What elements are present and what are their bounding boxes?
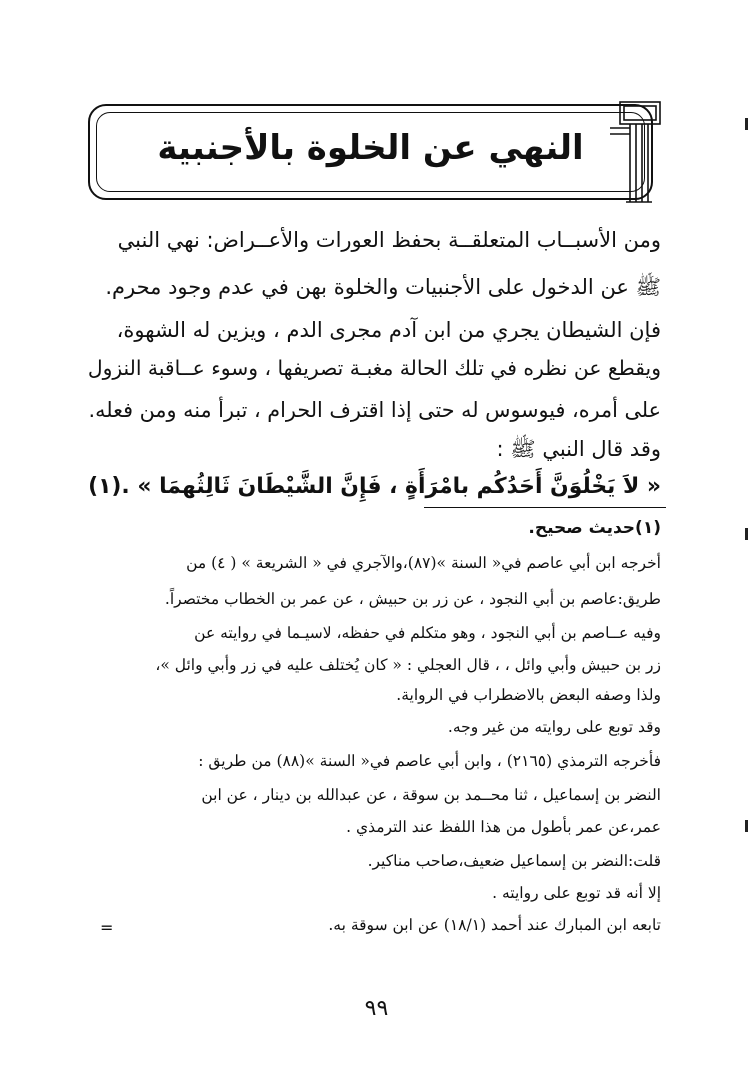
scan-edge-mark <box>745 528 748 540</box>
footnote-line-12: تابعه ابن المبارك عند أحمد (١٨/١) عن ابن سوقة به. <box>328 916 661 934</box>
body-line-4: ويقطع عن نظره في تلك الحالة مغبـة تصريفها ، وسوء عــاقبة النزول <box>87 356 661 380</box>
title-frame <box>88 104 653 200</box>
continuation-mark: = <box>100 918 114 937</box>
body-line-1: ومن الأسبــاب المتعلقــة بحفظ العورات والأعــراض: نهي النبي <box>117 228 661 252</box>
footnote-line-8: النضر بن إسماعيل ، ثنا محــمد بن سوقة ، عن عبدالله بن دينار ، عن ابن <box>201 786 661 804</box>
footnote-line-9: عمر،عن عمر بأطول من هذا اللفظ عند الترمذي . <box>346 818 661 836</box>
scan-edge-mark <box>745 118 748 130</box>
footnote-line-7: فأخرجه الترمذي (٢١٦٥) ، وابن أبي عاصم في« السنة »(٨٨) من طريق : <box>198 752 661 770</box>
body-line-5: على أمره، فيوسوس له حتى إذا اقترف الحرام ، تبرأ منه ومن فعله. <box>88 398 661 422</box>
footnote-separator <box>424 507 666 508</box>
body-line-2: ﷺ عن الدخول على الأجنبيات والخلوة بهن في عدم وجود محرم. <box>105 275 661 299</box>
footnote-line-1: أخرجه ابن أبي عاصم في« السنة »(٨٧)،والآجري في « الشريعة » ( ٤) من <box>186 554 661 572</box>
body-line-6: وقد قال النبي ﷺ : <box>496 437 661 461</box>
corner-ornament-icon <box>606 98 666 208</box>
footnote-line-11: إلا أنه قد توبع على روايته . <box>492 884 661 902</box>
footnote-line-3: وفيه عــاصم بن أبي النجود ، وهو متكلم في حفظه، لاسيـما في روايته عن <box>194 624 661 642</box>
scan-edge-mark <box>745 820 748 832</box>
hadith-text: « لاَ يَخْلُوَنَّ أَحَدُكُم بامْرَأَةٍ ، فَإِنَّ الشَّيْطَانَ ثَالِثُهمَا » .(١) <box>88 474 661 499</box>
chapter-title: النهي عن الخلوة بالأجنبية <box>157 128 584 168</box>
footnote-line-10: قلت:النضر بن إسماعيل ضعيف،صاحب مناكير. <box>367 852 661 870</box>
footnote-head: (١)حديث صحيح. <box>528 518 661 538</box>
page-number: ٩٩ <box>364 996 389 1021</box>
footnote-line-2: طريق:عاصم بن أبي النجود ، عن زر بن حبيش ، عن عمر بن الخطاب مختصراً. <box>164 590 661 608</box>
body-line-3: فإن الشيطان يجري من ابن آدم مجرى الدم ، ويزين له الشهوة، <box>116 318 661 342</box>
footnote-line-5: ولذا وصفه البعض بالاضطراب في الرواية. <box>396 686 661 704</box>
footnote-line-6: وقد توبع على روايته من غير وجه. <box>447 718 661 736</box>
footnote-line-4: زر بن حبيش وأبي وائل ، ، قال العجلي : « كان يُختلف عليه في زر وأبي وائل »، <box>155 656 661 674</box>
